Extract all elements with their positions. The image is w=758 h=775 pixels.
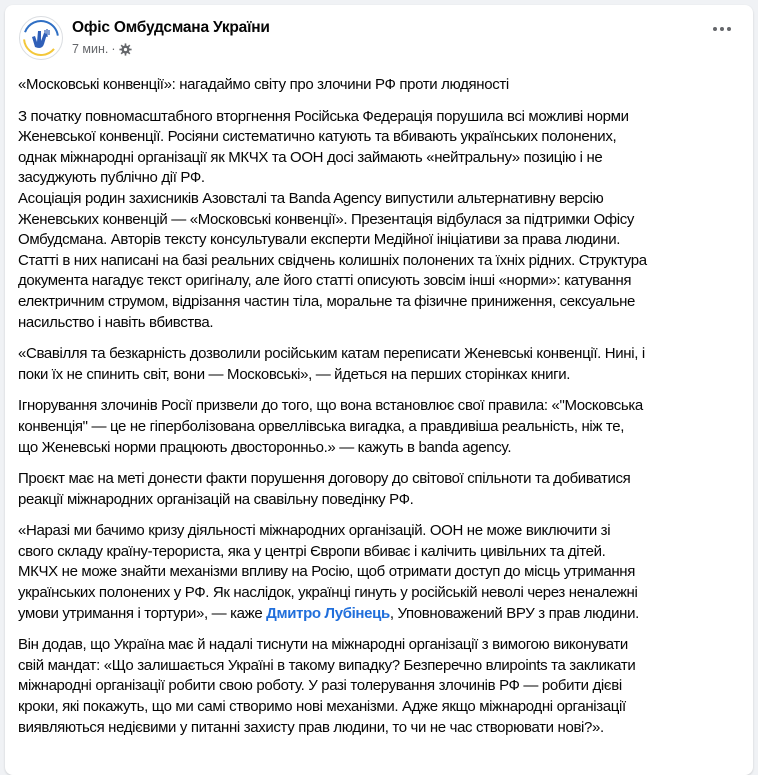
quote-end-text: умови утримання і тортури», — каже — [18, 604, 267, 622]
text-line: електричним струмом, відрізання частин тіла, моральне та фізичне приниження, сексуальне — [18, 292, 636, 310]
post-paragraph — [18, 635, 748, 738]
post-meta — [72, 42, 132, 56]
text-line: МКЧХ не може знайти механізми впливу на Росію, щоб отримати доступ до місць утримання — [18, 563, 636, 581]
post-card — [5, 5, 753, 775]
text-line: виявляються недієвими у питанні захисту прав людини, то чи не час створювати нові?». — [18, 718, 604, 736]
text-line: конвенція" — це не гіперболізована орвеллівська вигадка, а правдивіша реальність, ніж те, — [18, 417, 625, 435]
text-line: Женевської конвенції. Росіяни систематично катують та вбивають українських полонених, — [18, 128, 617, 146]
text-line: Женевських конвенцій — «Московські конвенції». Презентація відбулася за підтримки Офісу — [18, 210, 635, 228]
dot-icon — [727, 27, 731, 31]
post-timestamp[interactable]: 7 мин. — [72, 42, 109, 56]
text-line: Статті в них написані на базі реальних свідчень колишніх полонених та їхніх рідних. Структура — [18, 251, 647, 269]
text-line: що Женевські норми працюють двосторонньо.» — кажуть в banda agency. — [18, 438, 512, 456]
text-line: засуджують публічно дії РФ. — [18, 169, 205, 187]
text-line — [18, 604, 748, 625]
ombudsman-logo-icon — [20, 17, 62, 59]
text-line: насильство і навіть вбивства. — [18, 313, 214, 331]
text-line: українських полонених у РФ. Як наслідок, українці гинуть у російській неволі через неналежні — [18, 584, 638, 602]
text-line: Проєкт має на меті донести факти порушення договору до світової спільноти та добиватися — [18, 470, 631, 488]
post-title: «Московські конвенції»: нагадаймо світу про злочини РФ проти людяності — [18, 76, 509, 93]
dot-icon — [720, 27, 724, 31]
text-line: міжнародні організації робити свою роботу. У разі толерування злочинів РФ — робити дієві — [18, 677, 622, 695]
page-avatar[interactable] — [19, 16, 63, 60]
text-line: документа нагадує текст оригіналу, але його статті описують зовсім інші «норми»: катування — [18, 272, 632, 290]
text-line: однак міжнародні організації як МКЧХ та ООН досі займають «нейтральну» позицію і не — [18, 148, 603, 166]
post-paragraph — [18, 107, 748, 334]
text-line: «Наразі ми бачимо кризу діяльності міжнародних організацій. ООН не може виключити зі — [18, 522, 611, 540]
post-paragraph — [18, 469, 748, 510]
page-name-link[interactable]: Офіс Омбудсмана України — [72, 19, 270, 36]
text-line: Асоціація родин захисників Азовсталі та Banda Agency випустили альтернативну версію — [18, 189, 604, 207]
dot-icon — [713, 27, 717, 31]
text-line: З початку повномасштабного вторгнення Російська Федерація порушила всі можливі норми — [18, 107, 629, 125]
text-line: поки їх не спинить світ, вони — Московські», — йдеться на перших сторінках книги. — [18, 365, 571, 383]
more-options-button[interactable] — [713, 27, 731, 31]
text-line: кроки, які покажуть, що ми самі створимо нові механізми. Адже якщо міжнародні організації — [18, 698, 626, 716]
post-paragraph — [18, 396, 748, 458]
text-line: «Свавілля та безкарність дозволили російським катам переписати Женевські конвенції. Нині, і — [18, 345, 645, 363]
person-mention-link[interactable]: Дмитро Лубінець — [266, 604, 390, 622]
gear-icon[interactable] — [119, 43, 132, 56]
text-line: Омбудсмана. Авторів тексту консультували експерти Медійної ініціативи за права людини. — [18, 231, 621, 249]
post-body — [18, 75, 748, 749]
text-line: Він додав, що Україна має й надалі тиснути на міжнародні організації з вимогою виконувати — [18, 636, 628, 654]
post-paragraph — [18, 521, 748, 624]
text-line: Ігнорування злочинів Росії призвели до того, що вона встановлює свої правила: «"Московська — [18, 397, 643, 415]
post-paragraph — [18, 344, 748, 385]
text-line: свого складу країну-терориста, яка у центрі Європи вбиває і калічить цивільних та дітей. — [18, 542, 606, 560]
separator: · — [111, 42, 116, 56]
text-line: свій мандат: «Що залишається Україні в такому випадку? Безперечно влиpoints та закликати — [18, 656, 636, 674]
quote-attribution: , Уповноважений ВРУ з прав людини. — [389, 604, 639, 622]
text-line: реакції міжнародних організацій на свавільну поведінку РФ. — [18, 490, 414, 508]
